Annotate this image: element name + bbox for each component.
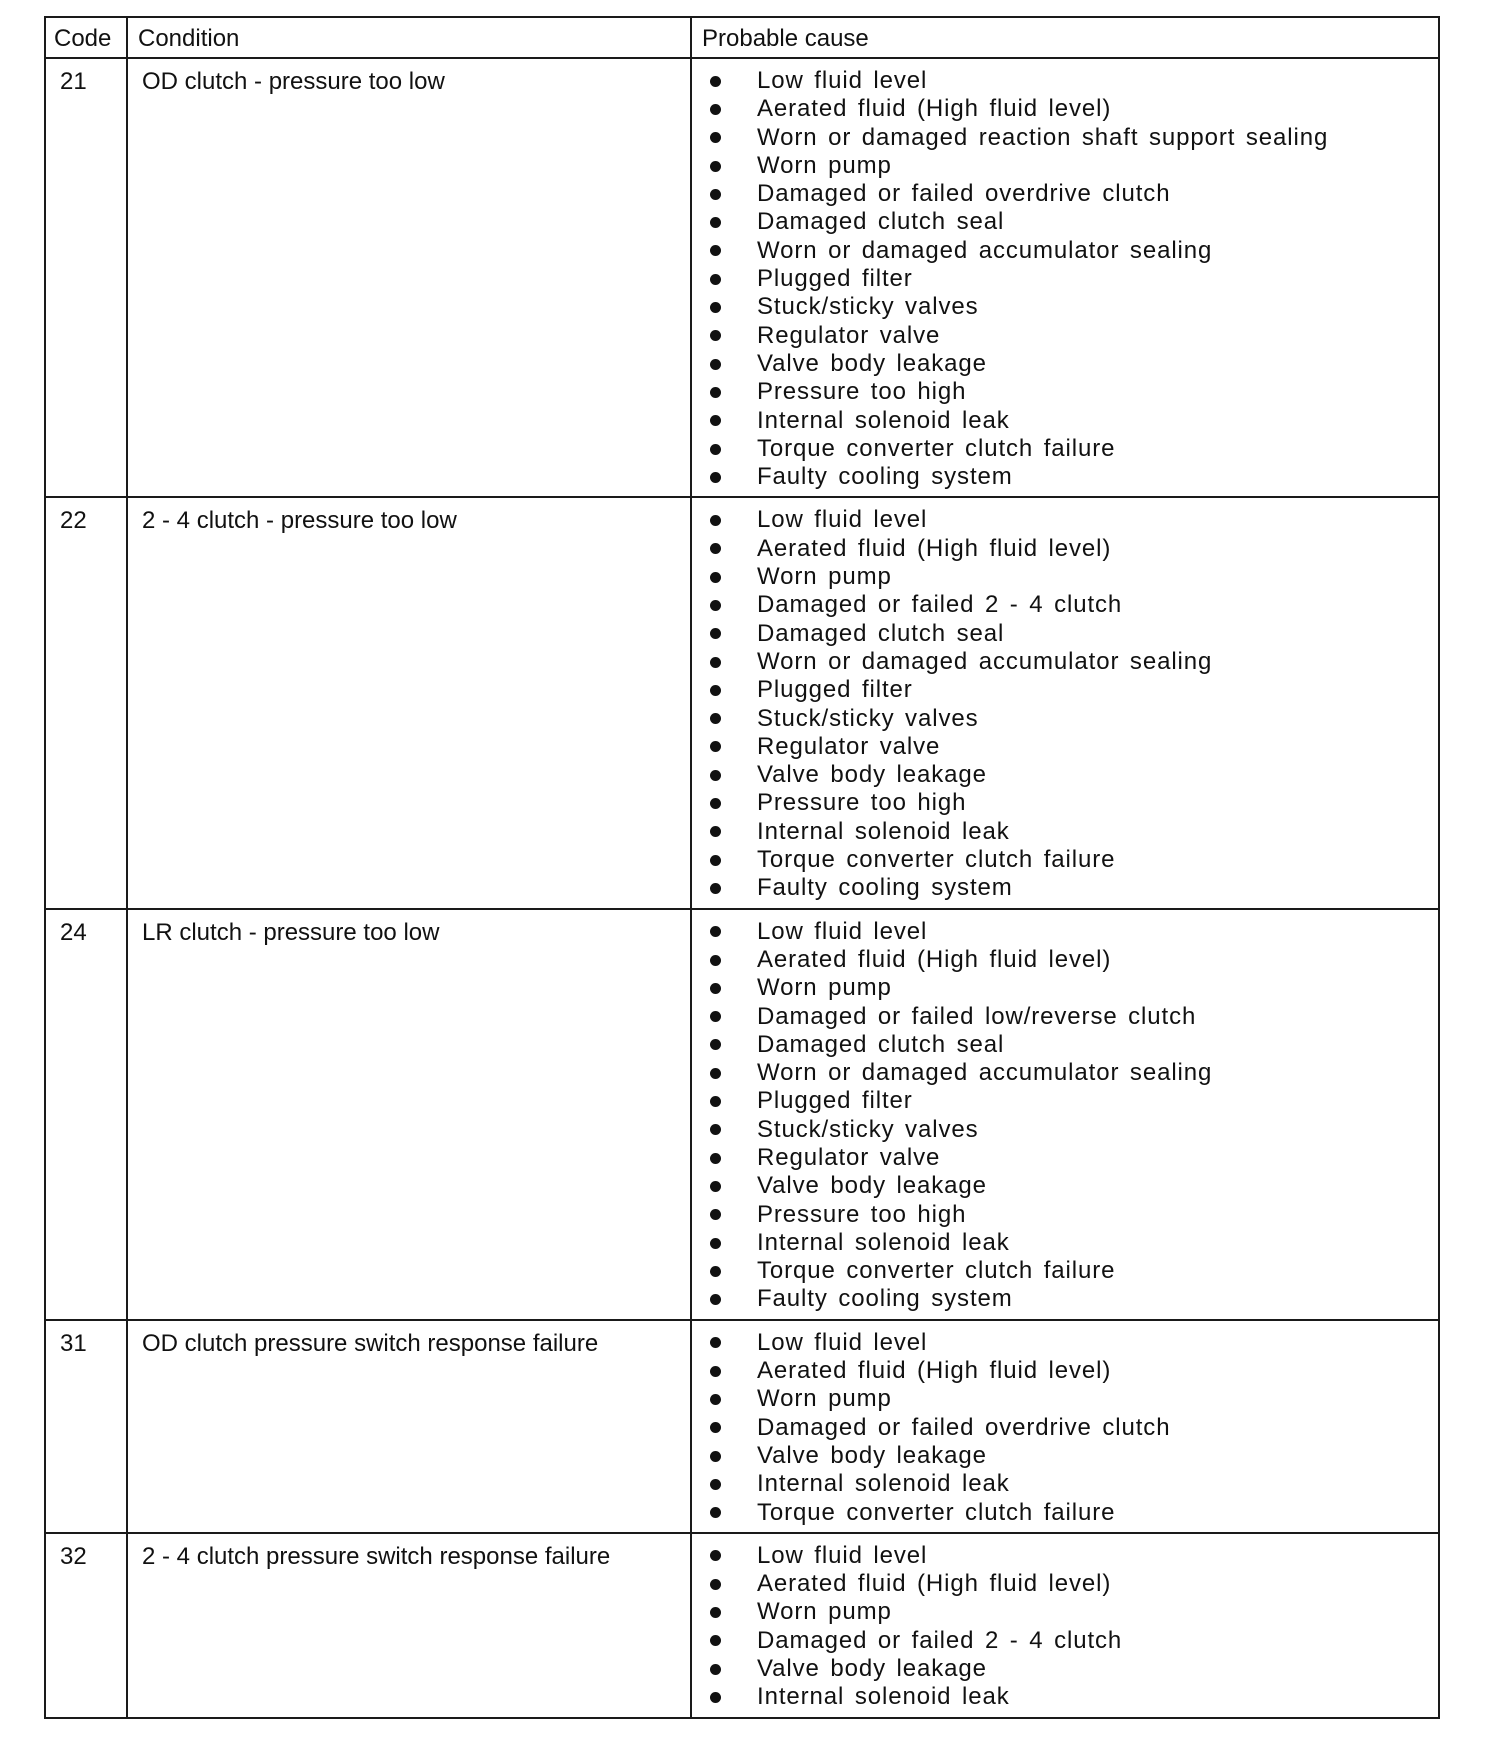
bullet-icon (710, 515, 721, 526)
bullet-icon (710, 1153, 721, 1164)
table-row (45, 58, 1439, 497)
bullet-icon (710, 1238, 721, 1249)
cause-list-item (708, 407, 1428, 435)
bullet-icon (710, 657, 721, 668)
cause-list-item (708, 265, 1428, 293)
bullet-icon (710, 1124, 721, 1135)
cause-text: Low fluid level (757, 67, 928, 94)
bullet-icon (710, 883, 721, 894)
cause-text: Faulty cooling system (757, 1285, 1013, 1313)
cause-text: Plugged filter (757, 676, 913, 704)
cause-text: Damaged or failed 2 - 4 clutch (757, 1626, 1123, 1654)
cause-list-item (708, 1257, 1428, 1285)
bullet-icon (710, 713, 721, 724)
probable-cause-cell (691, 1533, 1439, 1718)
bullet-icon (710, 770, 721, 781)
cause-text: Low fluid level (757, 506, 928, 534)
cause-text: Worn or damaged accumulator sealing (757, 647, 1213, 675)
bullet-icon (710, 983, 721, 994)
bullet-icon (710, 1366, 721, 1377)
cause-list-item (708, 1385, 1428, 1413)
cause-list (708, 918, 1428, 1314)
bullet-icon (710, 798, 721, 809)
cause-text: Low fluid level (757, 1541, 928, 1569)
cause-text: Aerated fluid (High fluid level) (757, 95, 1112, 123)
bullet-icon (710, 274, 721, 285)
bullet-icon (710, 217, 721, 228)
cause-text: Internal solenoid leak (757, 1228, 1010, 1256)
bullet-icon (710, 387, 721, 398)
bullet-icon (710, 1479, 721, 1490)
code-cell: 24 (45, 909, 127, 1320)
cause-list (708, 506, 1428, 902)
cause-list-item (708, 322, 1428, 350)
cause-text: Internal solenoid leak (757, 1470, 1010, 1498)
cause-text: Stuck/sticky valves (757, 293, 979, 321)
bullet-icon (710, 1422, 721, 1433)
cause-list-item (708, 95, 1428, 123)
cause-text: Torque converter clutch failure (757, 1257, 1116, 1285)
cause-text: Aerated fluid (High fluid level) (757, 534, 1112, 562)
cause-text: Internal solenoid leak (757, 817, 1010, 845)
cause-text: Regulator valve (757, 1143, 941, 1171)
cause-text: Faulty cooling system (757, 463, 1013, 491)
cause-list-item (708, 761, 1428, 789)
cause-text: Low fluid level (757, 917, 928, 945)
code-cell: 32 (45, 1533, 127, 1718)
bullet-icon (710, 472, 721, 483)
bullet-icon (710, 1096, 721, 1107)
bullet-icon (710, 1181, 721, 1192)
cause-text: Plugged filter (757, 1087, 913, 1115)
cause-list-item (708, 1414, 1428, 1442)
cause-list-item (708, 208, 1428, 236)
cause-list-item (708, 124, 1428, 152)
cause-text: Torque converter clutch failure (757, 846, 1116, 874)
bullet-icon (710, 1209, 721, 1220)
cause-text: Pressure too high (757, 378, 967, 406)
bullet-icon (710, 359, 721, 370)
bullet-icon (710, 302, 721, 313)
condition-cell: OD clutch pressure switch response failure (127, 1320, 691, 1533)
bullet-icon (710, 543, 721, 554)
code-cell: 22 (45, 497, 127, 908)
bullet-icon (710, 245, 721, 256)
cause-list-item (708, 1116, 1428, 1144)
cause-text: Stuck/sticky valves (757, 704, 979, 732)
cause-text: Worn or damaged reaction shaft support sealing (757, 123, 1329, 151)
bullet-icon (710, 1664, 721, 1675)
cause-list-item (708, 1059, 1428, 1087)
cause-text: Faulty cooling system (757, 874, 1013, 902)
bullet-icon (710, 1507, 721, 1518)
cause-text: Damaged or failed 2 - 4 clutch (757, 591, 1123, 619)
bullet-icon (710, 600, 721, 611)
bullet-icon (710, 1550, 721, 1561)
probable-cause-cell (691, 909, 1439, 1320)
cause-list (708, 1329, 1428, 1527)
header-probable-cause: Probable cause (691, 17, 1439, 58)
cause-list-item (708, 293, 1428, 321)
cause-text: Worn pump (757, 974, 892, 1002)
bullet-icon (710, 572, 721, 583)
bullet-icon (710, 955, 721, 966)
cause-text: Internal solenoid leak (757, 406, 1010, 434)
bullet-icon (710, 189, 721, 200)
cause-list-item (708, 1087, 1428, 1115)
bullet-icon (710, 1394, 721, 1405)
bullet-icon (710, 1011, 721, 1022)
cause-text: Stuck/sticky valves (757, 1115, 979, 1143)
cause-text: Worn pump (757, 151, 892, 179)
bullet-icon (710, 1579, 721, 1590)
bullet-icon (710, 685, 721, 696)
cause-text: Pressure too high (757, 1200, 967, 1228)
cause-text: Regulator valve (757, 321, 941, 349)
cause-list-item (708, 1542, 1428, 1570)
probable-cause-cell (691, 58, 1439, 497)
cause-text: Worn or damaged accumulator sealing (757, 236, 1213, 264)
cause-list-item (708, 1003, 1428, 1031)
bullet-icon (710, 1294, 721, 1305)
cause-list-item (708, 1285, 1428, 1313)
bullet-icon (710, 1635, 721, 1646)
bullet-icon (710, 330, 721, 341)
cause-list-item (708, 1655, 1428, 1683)
table-header (45, 17, 1439, 58)
cause-list (708, 1542, 1428, 1712)
cause-text: Damaged clutch seal (757, 1030, 1005, 1058)
cause-text: Damaged or failed overdrive clutch (757, 1413, 1171, 1441)
cause-text: Worn pump (757, 1385, 892, 1413)
cause-list-item (708, 1329, 1428, 1357)
cause-list-item (708, 974, 1428, 1002)
bullet-icon (710, 1692, 721, 1703)
cause-text: Torque converter clutch failure (757, 434, 1116, 462)
condition-cell: 2 - 4 clutch pressure switch response failure (127, 1533, 691, 1718)
cause-list-item (708, 1229, 1428, 1257)
cause-text: Low fluid level (757, 1328, 928, 1356)
cause-list-item (708, 846, 1428, 874)
cause-text: Valve body leakage (757, 1441, 987, 1469)
condition-cell: 2 - 4 clutch - pressure too low (127, 497, 691, 908)
cause-text: Valve body leakage (757, 349, 987, 377)
cause-list-item (708, 1499, 1428, 1527)
cause-text: Damaged clutch seal (757, 619, 1005, 647)
condition-cell: OD clutch - pressure too low (127, 58, 691, 497)
cause-text: Worn or damaged accumulator sealing (757, 1059, 1213, 1087)
bullet-icon (710, 1607, 721, 1618)
cause-text: Aerated fluid (High fluid level) (757, 1357, 1112, 1385)
cause-text: Damaged or failed overdrive clutch (757, 180, 1171, 208)
code-cell: 31 (45, 1320, 127, 1533)
cause-list-item (708, 818, 1428, 846)
cause-list-item (708, 435, 1428, 463)
bullet-icon (710, 132, 721, 143)
cause-list-item (708, 180, 1428, 208)
cause-list-item (708, 1144, 1428, 1172)
cause-text: Damaged or failed low/reverse clutch (757, 1002, 1197, 1030)
cause-list-item (708, 789, 1428, 817)
cause-list-item (708, 1031, 1428, 1059)
cause-list-item (708, 378, 1428, 406)
cause-list-item (708, 1201, 1428, 1229)
cause-list-item (708, 535, 1428, 563)
cause-text: Valve body leakage (757, 761, 987, 789)
cause-list-item (708, 1470, 1428, 1498)
cause-list-item (708, 874, 1428, 902)
cause-text: Plugged filter (757, 265, 913, 293)
bullet-icon (710, 444, 721, 455)
bullet-icon (710, 926, 721, 937)
table-row (45, 909, 1439, 1320)
header-row (45, 17, 1439, 58)
bullet-icon (710, 628, 721, 639)
cause-list-item (708, 676, 1428, 704)
cause-text: Worn pump (757, 1598, 892, 1626)
cause-list-item (708, 620, 1428, 648)
cause-list-item (708, 237, 1428, 265)
cause-list-item (708, 705, 1428, 733)
bullet-icon (710, 1068, 721, 1079)
bullet-icon (710, 104, 721, 115)
cause-text: Torque converter clutch failure (757, 1498, 1116, 1526)
bullet-icon (710, 741, 721, 752)
cause-list-item (708, 1172, 1428, 1200)
cause-list-item (708, 463, 1428, 491)
cause-list-item (708, 67, 1428, 95)
bullet-icon (710, 1337, 721, 1348)
bullet-icon (710, 855, 721, 866)
cause-list-item (708, 1442, 1428, 1470)
bullet-icon (710, 76, 721, 87)
cause-list-item (708, 733, 1428, 761)
cause-text: Regulator valve (757, 732, 941, 760)
cause-list-item (708, 152, 1428, 180)
table-body (45, 58, 1439, 1718)
condition-cell: LR clutch - pressure too low (127, 909, 691, 1320)
cause-list-item (708, 591, 1428, 619)
cause-list (708, 67, 1428, 491)
probable-cause-cell (691, 497, 1439, 908)
cause-list-item (708, 648, 1428, 676)
bullet-icon (710, 1451, 721, 1462)
header-condition: Condition (127, 17, 691, 58)
bullet-icon (710, 1039, 721, 1050)
cause-list-item (708, 1683, 1428, 1711)
cause-list-item (708, 1627, 1428, 1655)
probable-cause-cell (691, 1320, 1439, 1533)
cause-list-item (708, 563, 1428, 591)
cause-list-item (708, 1570, 1428, 1598)
cause-text: Damaged clutch seal (757, 208, 1005, 236)
cause-list-item (708, 946, 1428, 974)
cause-list-item (708, 350, 1428, 378)
code-cell: 21 (45, 58, 127, 497)
table-row (45, 497, 1439, 908)
cause-text: Worn pump (757, 563, 892, 591)
cause-text: Pressure too high (757, 789, 967, 817)
cause-list-item (708, 918, 1428, 946)
table-row (45, 1533, 1439, 1718)
header-code: Code (45, 17, 127, 58)
bullet-icon (710, 826, 721, 837)
cause-text: Valve body leakage (757, 1655, 987, 1683)
diagnostic-code-table (44, 16, 1440, 1719)
table-row (45, 1320, 1439, 1533)
cause-text: Valve body leakage (757, 1172, 987, 1200)
bullet-icon (710, 161, 721, 172)
cause-list-item (708, 1357, 1428, 1385)
bullet-icon (710, 1266, 721, 1277)
cause-list-item (708, 506, 1428, 534)
cause-text: Internal solenoid leak (757, 1683, 1010, 1711)
bullet-icon (710, 415, 721, 426)
cause-text: Aerated fluid (High fluid level) (757, 1570, 1112, 1598)
cause-list-item (708, 1598, 1428, 1626)
cause-text: Aerated fluid (High fluid level) (757, 945, 1112, 973)
